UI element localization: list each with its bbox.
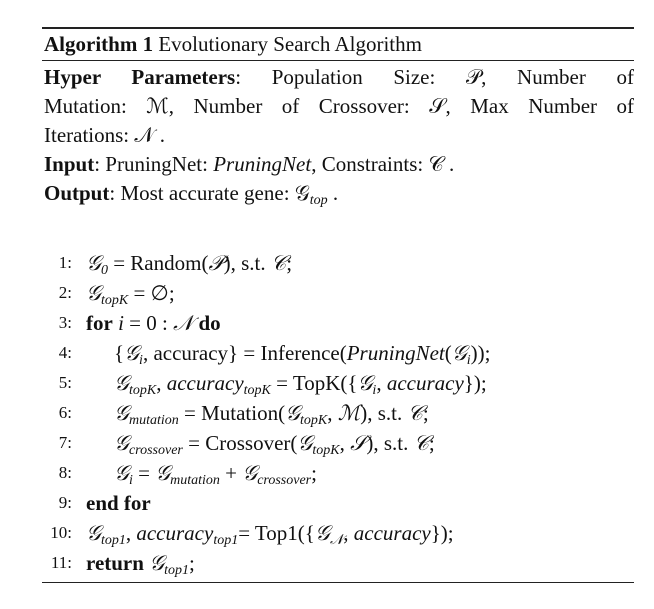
kw-do: do: [198, 311, 221, 335]
line-code: 𝒢$_0$ = Random(𝒫), s.t. 𝒞;: [86, 251, 293, 278]
line-code: 𝒢$_{topK}$ = ∅;: [86, 281, 175, 308]
pruningnet: PruningNet: [346, 341, 445, 365]
kw-for: for: [86, 311, 113, 335]
fn-inference: Inference: [260, 341, 340, 365]
sym-g: 𝒢: [114, 401, 129, 425]
caption-rule: [42, 60, 634, 61]
hyper-parameters-line-1: [44, 63, 634, 92]
sub: 0: [100, 263, 108, 278]
output-sub: top: [309, 193, 328, 208]
sym-c: 𝒞: [270, 251, 287, 275]
line-code: for i = 0 : 𝒩 do: [86, 311, 221, 335]
line-number: 8:: [58, 463, 72, 482]
hyper-parameters-line-3: Iterations: 𝒩 .: [44, 123, 166, 147]
sym-g: 𝒢: [297, 431, 313, 455]
sub: i: [128, 473, 133, 488]
kw-end-for: end for: [86, 491, 151, 515]
line-code: [86, 488, 151, 518]
sym-g: 𝒢: [242, 461, 258, 485]
sub: topK: [128, 383, 157, 398]
sym-g: 𝒢: [114, 371, 129, 395]
fn-random: Random: [130, 251, 202, 275]
line-code: 𝒢$_i$ = 𝒢$_{mutation}$ + 𝒢$_{crossover}$;: [114, 461, 317, 488]
sym-g: 𝒢: [124, 341, 140, 365]
sub: top1: [164, 563, 190, 578]
sub: topK: [100, 293, 129, 308]
line-code: 𝒢$_{topK}$, accuracy$_{topK}$ = TopK({𝒢$_i$, accuracy});: [114, 371, 487, 398]
line-code: {𝒢$_i$, accuracy} = Inference(PruningNet(𝒢$_i$));: [114, 341, 491, 368]
sub: top1: [213, 533, 239, 548]
line-number: 9:: [58, 493, 72, 512]
output-label: Output: [44, 181, 110, 205]
accuracy: accuracy: [136, 521, 214, 545]
sym-p: 𝒫: [208, 251, 224, 275]
input-row: [44, 150, 634, 179]
sym-g: 𝒢: [155, 461, 171, 485]
accuracy: accuracy: [386, 371, 464, 395]
st: s.t.: [377, 401, 403, 425]
sym-g: 𝒢: [357, 371, 373, 395]
sym-empty: ∅: [150, 281, 169, 305]
line-code: 𝒢$_{crossover}$ = Crossover(𝒢$_{topK}$, 𝒮), s.t. 𝒞;: [114, 431, 435, 458]
algorithm-header: [44, 63, 634, 215]
sym-g: 𝒢: [314, 521, 330, 545]
sym-c: 𝒞: [407, 401, 423, 425]
sub: topK: [312, 443, 340, 458]
sub: i: [372, 383, 377, 398]
sym-g: 𝒢: [86, 251, 101, 275]
hyper-parameters-line-2: Mutation: ℳ, Number of Crossover: 𝒮, Max Number of: [44, 94, 634, 118]
hyper-parameters-label: Hyper Parameters: [44, 65, 236, 89]
algorithm-caption: [44, 31, 422, 57]
line-number: 10:: [50, 523, 72, 542]
sym-g: 𝒢: [149, 551, 165, 575]
line-code: 𝒢$_{mutation}$ = Mutation(𝒢$_{topK}$, ℳ), s.t. 𝒞;: [114, 401, 429, 428]
line-code: return 𝒢$_{top1}$;: [86, 551, 195, 578]
bottom-rule: [42, 582, 634, 583]
line-number: 4:: [58, 343, 72, 362]
sub: topK: [243, 383, 271, 398]
line-number: 5:: [58, 373, 72, 392]
fn-crossover: Crossover: [205, 431, 291, 455]
sym-g: 𝒢: [114, 431, 129, 455]
top-rule: [42, 27, 634, 29]
output-row: [44, 179, 634, 215]
sym-g: 𝒢: [86, 521, 101, 545]
line-number: 6:: [58, 403, 72, 422]
line-code: 𝒢$_{top1}$, accuracy$_{top1}$= Top1({𝒢$_𝒩$, accuracy});: [86, 521, 454, 548]
accuracy: accuracy: [353, 521, 431, 545]
algorithm-title: Evolutionary Search Algorithm: [158, 32, 422, 56]
output-end: .: [327, 181, 339, 205]
accuracy: accuracy: [166, 371, 244, 395]
sym-g: 𝒢: [114, 461, 129, 485]
st: s.t.: [383, 431, 409, 455]
sym-c: 𝒞: [413, 431, 429, 455]
sub: mutation: [170, 473, 220, 488]
sub: crossover: [128, 443, 183, 458]
sub: i: [466, 353, 471, 368]
line-number: 3:: [58, 313, 72, 332]
sub: crossover: [257, 473, 312, 488]
input-label: Input: [44, 152, 95, 176]
sym-g: 𝒢: [451, 341, 467, 365]
kw-return: return: [86, 551, 144, 575]
st: s.t.: [241, 251, 266, 275]
sub: i: [139, 353, 143, 368]
line-number: 11:: [50, 553, 72, 572]
sub: top1: [100, 533, 126, 548]
algorithm-label: Algorithm 1: [44, 32, 154, 56]
output-text: : Most accurate gene: 𝒢: [109, 181, 310, 205]
fn-mutation: Mutation: [201, 401, 279, 425]
line-number: 7:: [58, 433, 72, 452]
hyper-parameters-text-1: : Population Size: 𝒫, Number of: [235, 65, 634, 89]
fn-topk: TopK: [292, 371, 341, 395]
line-number: 2:: [58, 283, 72, 302]
line-number: 1:: [58, 253, 72, 272]
sym-s: 𝒮: [350, 431, 367, 455]
sym-n: 𝒩: [173, 311, 194, 335]
input-constraints: , Constraints: 𝒞 .: [311, 152, 455, 176]
fn-top1: Top1: [254, 521, 298, 545]
hyper-parameters: [44, 63, 634, 150]
sym-g: 𝒢: [86, 281, 101, 305]
sub: topK: [300, 413, 328, 428]
sub: 𝒩: [329, 533, 344, 548]
sym-g: 𝒢: [285, 401, 301, 425]
sym-m: ℳ: [337, 401, 361, 425]
input-net: PruningNet: [213, 152, 312, 176]
input-text: : PruningNet:: [94, 152, 214, 176]
sub: mutation: [128, 413, 179, 428]
